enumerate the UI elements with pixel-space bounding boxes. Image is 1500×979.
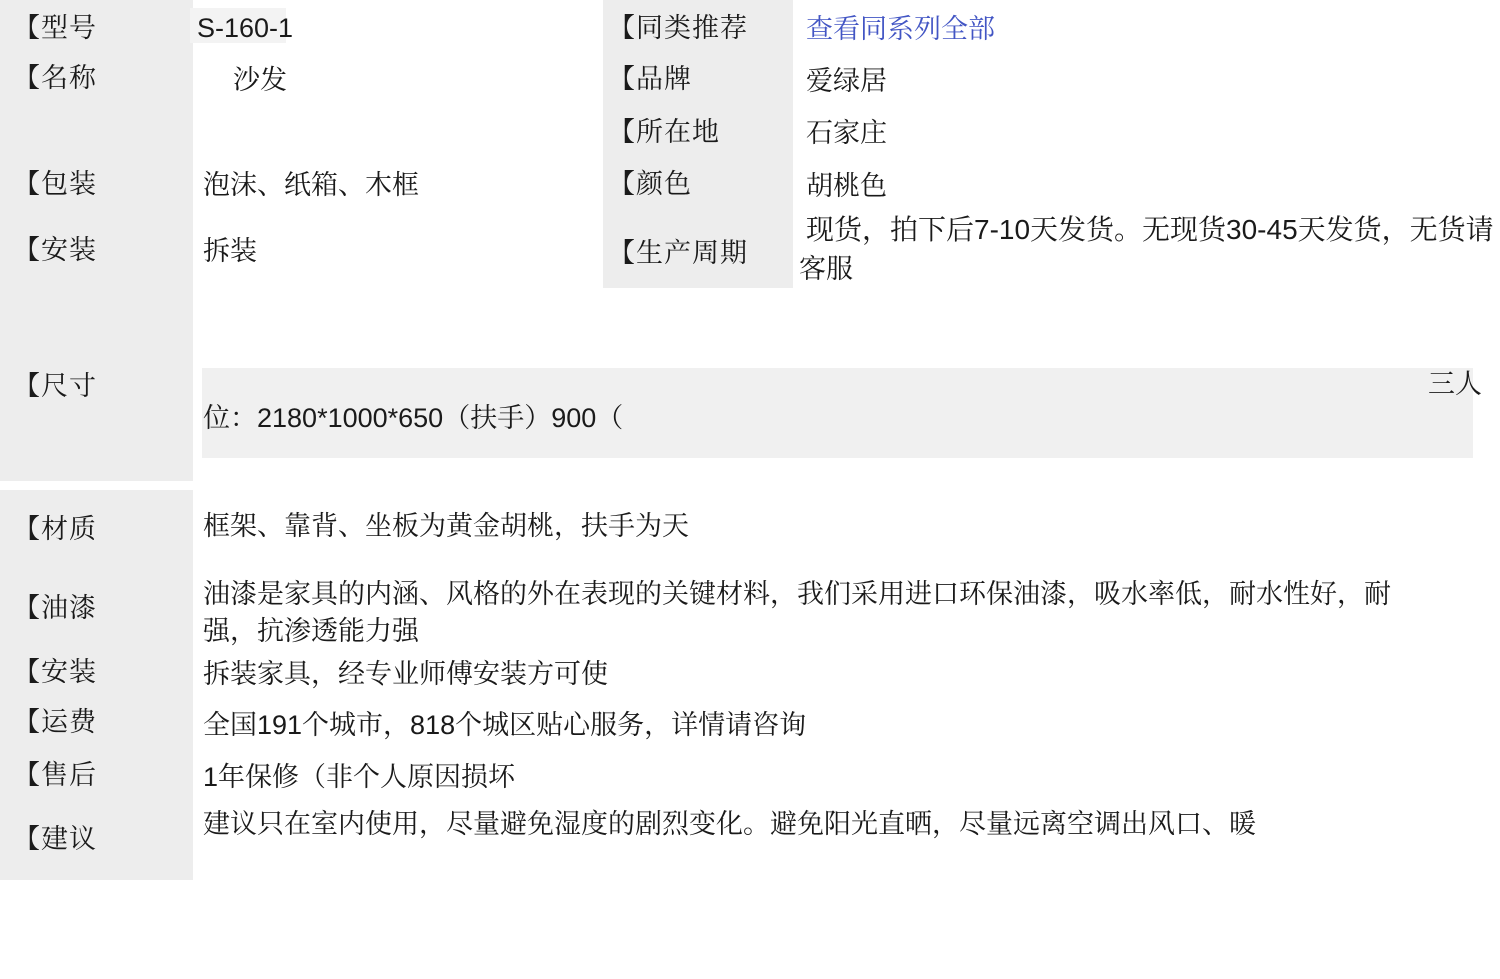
spec-label-material: 【材质 xyxy=(13,514,97,544)
spec-value-brand: 爱绿居 xyxy=(806,66,887,96)
spec-label-packaging: 【包装 xyxy=(13,169,97,199)
spec-value-after-sales: 1年保修（非个人原因损坏 xyxy=(203,762,516,792)
spec-value-production-cycle-line1: 现货，拍下后7-10天发货。无现货30-45天发货，无货请 xyxy=(806,214,1494,245)
spec-value-name: 沙发 xyxy=(233,65,287,95)
spec-label-color: 【颜色 xyxy=(608,169,692,199)
spec-label-similar-recommend: 【同类推荐 xyxy=(608,13,748,43)
spec-value-size-dimensions: 位：2180*1000*650（扶手）900（ xyxy=(203,403,624,433)
spec-value-assembly: 拆装 xyxy=(203,236,257,266)
spec-value-packaging: 泡沫、纸箱、木框 xyxy=(203,170,419,200)
spec-label-location: 【所在地 xyxy=(608,117,720,147)
spec-value-assembly-detail: 拆装家具，经专业师傅安装方可使 xyxy=(203,659,608,689)
spec-value-shipping: 全国191个城市，818个城区贴心服务，详情请咨询 xyxy=(203,710,807,740)
spec-label-shipping: 【运费 xyxy=(13,707,97,737)
spec-label-assembly: 【安装 xyxy=(13,235,97,265)
view-series-link[interactable]: 查看同系列全部 xyxy=(806,14,995,44)
spec-label-name: 【名称 xyxy=(13,63,97,93)
spec-value-location: 石家庄 xyxy=(806,118,887,148)
spec-value-size-seats: 三人 xyxy=(1428,369,1482,399)
spec-value-paint-line2: 强，抗渗透能力强 xyxy=(203,616,419,646)
spec-label-assembly-detail: 【安装 xyxy=(13,657,97,687)
spec-value-color: 胡桃色 xyxy=(806,171,887,201)
spec-value-advice: 建议只在室内使用，尽量避免湿度的剧烈变化。避免阳光直晒，尽量远离空调出风口、暖 xyxy=(203,809,1256,839)
spec-label-paint: 【油漆 xyxy=(13,593,97,623)
spec-label-size: 【尺寸 xyxy=(13,371,97,401)
spec-label-brand: 【品牌 xyxy=(608,64,692,94)
spec-label-production-cycle: 【生产周期 xyxy=(608,238,748,268)
spec-label-model: 【型号 xyxy=(13,13,97,43)
spec-value-material: 框架、靠背、坐板为黄金胡桃，扶手为天 xyxy=(203,511,689,541)
spec-label-advice: 【建议 xyxy=(13,824,97,854)
spec-label-after-sales: 【售后 xyxy=(13,760,97,790)
spec-value-model: S-160-1 xyxy=(197,13,294,43)
spec-value-paint-line1: 油漆是家具的内涵、风格的外在表现的关键材料，我们采用进口环保油漆，吸水率低，耐水性好，耐 xyxy=(203,579,1391,609)
spec-value-production-cycle-line2: 客服 xyxy=(799,254,853,284)
